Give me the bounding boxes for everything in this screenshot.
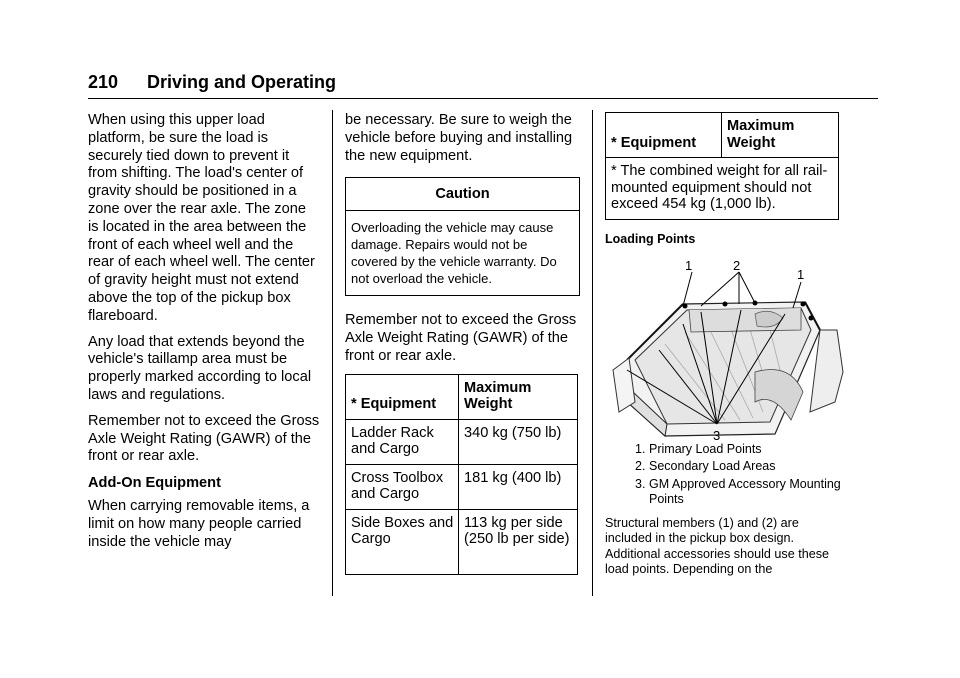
table-header-weight: Maximum Weight <box>722 113 839 158</box>
page-number: 210 <box>88 72 119 92</box>
table-cell-weight: 340 kg (750 lb) <box>459 419 578 464</box>
callout-1-left: 1 <box>685 257 693 273</box>
legend-number: 2. <box>635 459 646 473</box>
figure-title: Loading Points <box>605 231 696 246</box>
legend-item <box>605 442 845 458</box>
table-header-equipment: * Equipment <box>346 374 459 419</box>
table-cell-equipment: Side Boxes and Cargo <box>346 509 459 574</box>
table-cell-weight: 113 kg per side (250 lb per side) <box>459 509 578 574</box>
legend-number: 1. <box>635 441 646 456</box>
legend-item <box>605 459 845 475</box>
caution-text: Overloading the vehicle may cause damage. Repairs would not be covered by the vehicle warranty. Do not overload the vehicle. <box>351 220 557 287</box>
paragraph: When using this upper load platform, be sure the load is securely tied down to prevent it from shifting. The load's center of gravity should be positioned in a zone over the rear axle. The zone is located in the area between the front of each wheel well and the rear of each wheel well. The center of gravity height must not extend above the top of the pickup box flareboard. <box>88 112 315 324</box>
column-3 <box>605 112 845 578</box>
legend-text: Primary Load Points <box>649 441 762 456</box>
paragraph: Any load that extends beyond the vehicle's taillamp area must be properly marked according to local laws and regulations. <box>88 333 312 403</box>
callout-2: 2 <box>733 257 741 273</box>
table-cell-equipment: Cross Toolbox and Cargo <box>346 464 459 509</box>
column-1 <box>88 112 320 560</box>
pickup-box-drawing <box>605 252 845 442</box>
equipment-table-continued <box>605 112 839 220</box>
caution-title: Caution <box>346 178 579 211</box>
legend-text: GM Approved Accessory Mounting Points <box>649 476 841 506</box>
column-divider <box>332 110 333 596</box>
callout-1-right: 1 <box>797 266 805 282</box>
table-cell-weight: 181 kg (400 lb) <box>459 464 578 509</box>
table-row <box>346 464 578 509</box>
section-title: Driving and Operating <box>147 72 337 92</box>
pickup-box-illustration <box>605 252 845 442</box>
structural-members-text: Structural members (1) and (2) are included in the pickup box design. Additional accessories should use these load points. Depending on the <box>605 515 830 577</box>
page-header <box>88 70 878 99</box>
paragraph: be necessary. Be sure to weigh the vehicle before buying and installing the new equipment. <box>345 112 573 164</box>
column-2 <box>345 112 580 575</box>
figure-legend <box>605 442 845 508</box>
legend-number: 3. <box>635 476 646 491</box>
legend-item <box>605 477 845 508</box>
legend-text: Secondary Load Areas <box>649 459 776 473</box>
column-divider <box>592 110 593 596</box>
subheading-add-on-equipment: Add-On Equipment <box>88 475 221 492</box>
table-row <box>346 509 578 574</box>
callout-3: 3 <box>713 427 721 442</box>
table-cell-equipment: Ladder Rack and Cargo <box>346 419 459 464</box>
table-header-equipment: * Equipment <box>606 113 722 158</box>
paragraph: Remember not to exceed the Gross Axle Weight Rating (GAWR) of the front or rear axle. <box>345 312 577 364</box>
table-note: * The combined weight for all rail-mounted equipment should not exceed 454 kg (1,000 lb). <box>606 158 839 220</box>
caution-box <box>345 177 580 296</box>
paragraph: When carrying removable items, a limit on how many people carried inside the vehicle may <box>88 498 310 550</box>
table-row <box>606 158 839 220</box>
table-header-weight: Maximum Weight <box>459 374 578 419</box>
table-row <box>346 419 578 464</box>
paragraph: Remember not to exceed the Gross Axle Weight Rating (GAWR) of the front or rear axle. <box>88 412 320 465</box>
equipment-table <box>345 374 578 575</box>
